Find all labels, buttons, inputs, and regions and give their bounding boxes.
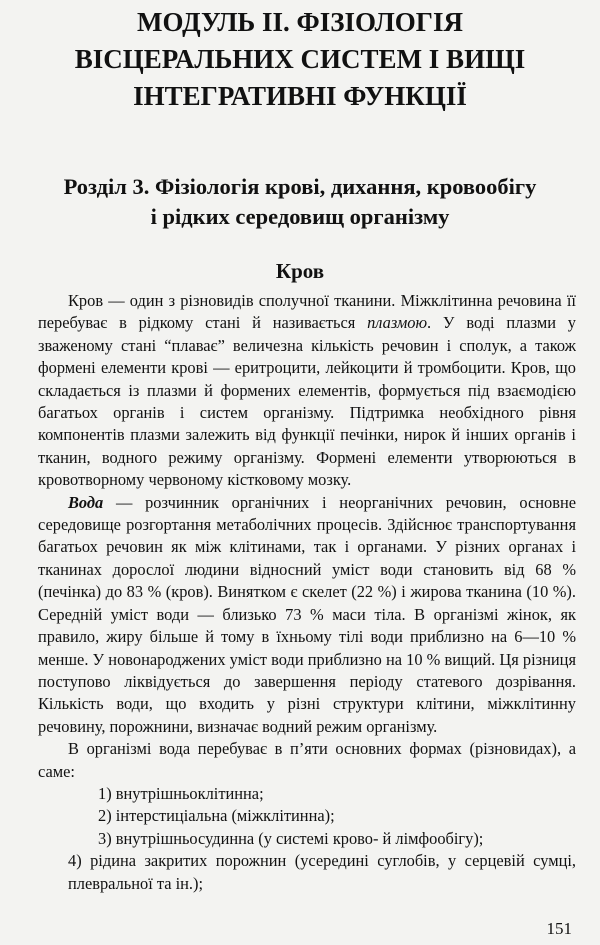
paragraph-blood-intro <box>38 290 576 492</box>
body-text <box>38 290 576 895</box>
page-number: 151 <box>546 919 572 938</box>
paragraph-1-part-2: . У воді плазми у зваженому стані “плаває” величезна кількість речовин і сполук, а також формені елементи крові — еритроцити, лейкоцити й тромбоцити. Кров, що складається із плазми й формених елементів, формується під взаємодією багатьох органів і систем організму. Підтримка необхідного рівня компонентів плазми залежить від функції печінки, нирок й інших органів і тканин, водного режиму організму. Формені елементи утворюються в кровотворному червоному кістковому мозку. <box>38 313 576 490</box>
module-title-line-2: ВІСЦЕРАЛЬНИХ СИСТЕМ І ВИЩІ <box>74 44 526 74</box>
paragraph-water <box>38 492 576 738</box>
module-title-line-1: МОДУЛЬ ІІ. ФІЗІОЛОГІЯ <box>137 7 463 37</box>
section-title-line-1: Розділ 3. Фізіологія крові, дихання, кровообігу <box>63 174 537 199</box>
subsection-title: Кров <box>275 259 325 283</box>
list-item: 2) інтерстиціальна (міжклітинна); <box>98 806 335 826</box>
paragraph-water-forms: В організмі вода перебуває в п’яти основних формах (різновидах), а саме: <box>38 739 576 781</box>
paragraph-2-text: — розчинник органічних і неорганічних речовин, основне середовище розгортання метаболічних процесів. Здійснює транспортування багатьох речовин як між клітинами, так і органами. У різних органах і тканинах дорослої людини відносний уміст води становить від 68 % (печінка) до 83 % (кров). Винятком є скелет (22 %) і жирова тканина (10 %). Середній уміст води — близько 73 % маси тіла. В організмі жінок, як правило, жиру більше й тому в їхньому тілі води приблизно на 6—10 % менше. У новонароджених уміст води приблизно на 10 % вищий. Ця різниця поступово ліквідується до завершення періоду статевого дозрівання. Кількість води, що входить у різні структури клітини, міжклітинну речовину, порожнини, визначає водний режим організму. <box>38 492 576 736</box>
list-item: 1) внутрішньоклітинна; <box>98 783 264 803</box>
module-title-line-3: ІНТЕГРАТИВНІ ФУНКЦІЇ <box>133 81 467 111</box>
section-title-line-2: і рідких середовищ організму <box>150 204 450 229</box>
paragraph-1-part-1: Кров — один з різновидів сполучної тканини. Міжклітинна речовина її перебуває в рідкому стані й називається <box>38 291 576 333</box>
list-item: 4) рідина закритих порожнин (усередині суглобів, у серцевій сумці, плевральної та ін.); <box>68 851 576 893</box>
module-title <box>30 4 570 115</box>
term-water: Вода <box>68 492 104 512</box>
section-title <box>30 172 570 232</box>
term-plasma: плазмою <box>367 313 428 333</box>
list-item: 3) внутрішньосудинна (у системі крово- й лімфообігу); <box>98 828 484 848</box>
